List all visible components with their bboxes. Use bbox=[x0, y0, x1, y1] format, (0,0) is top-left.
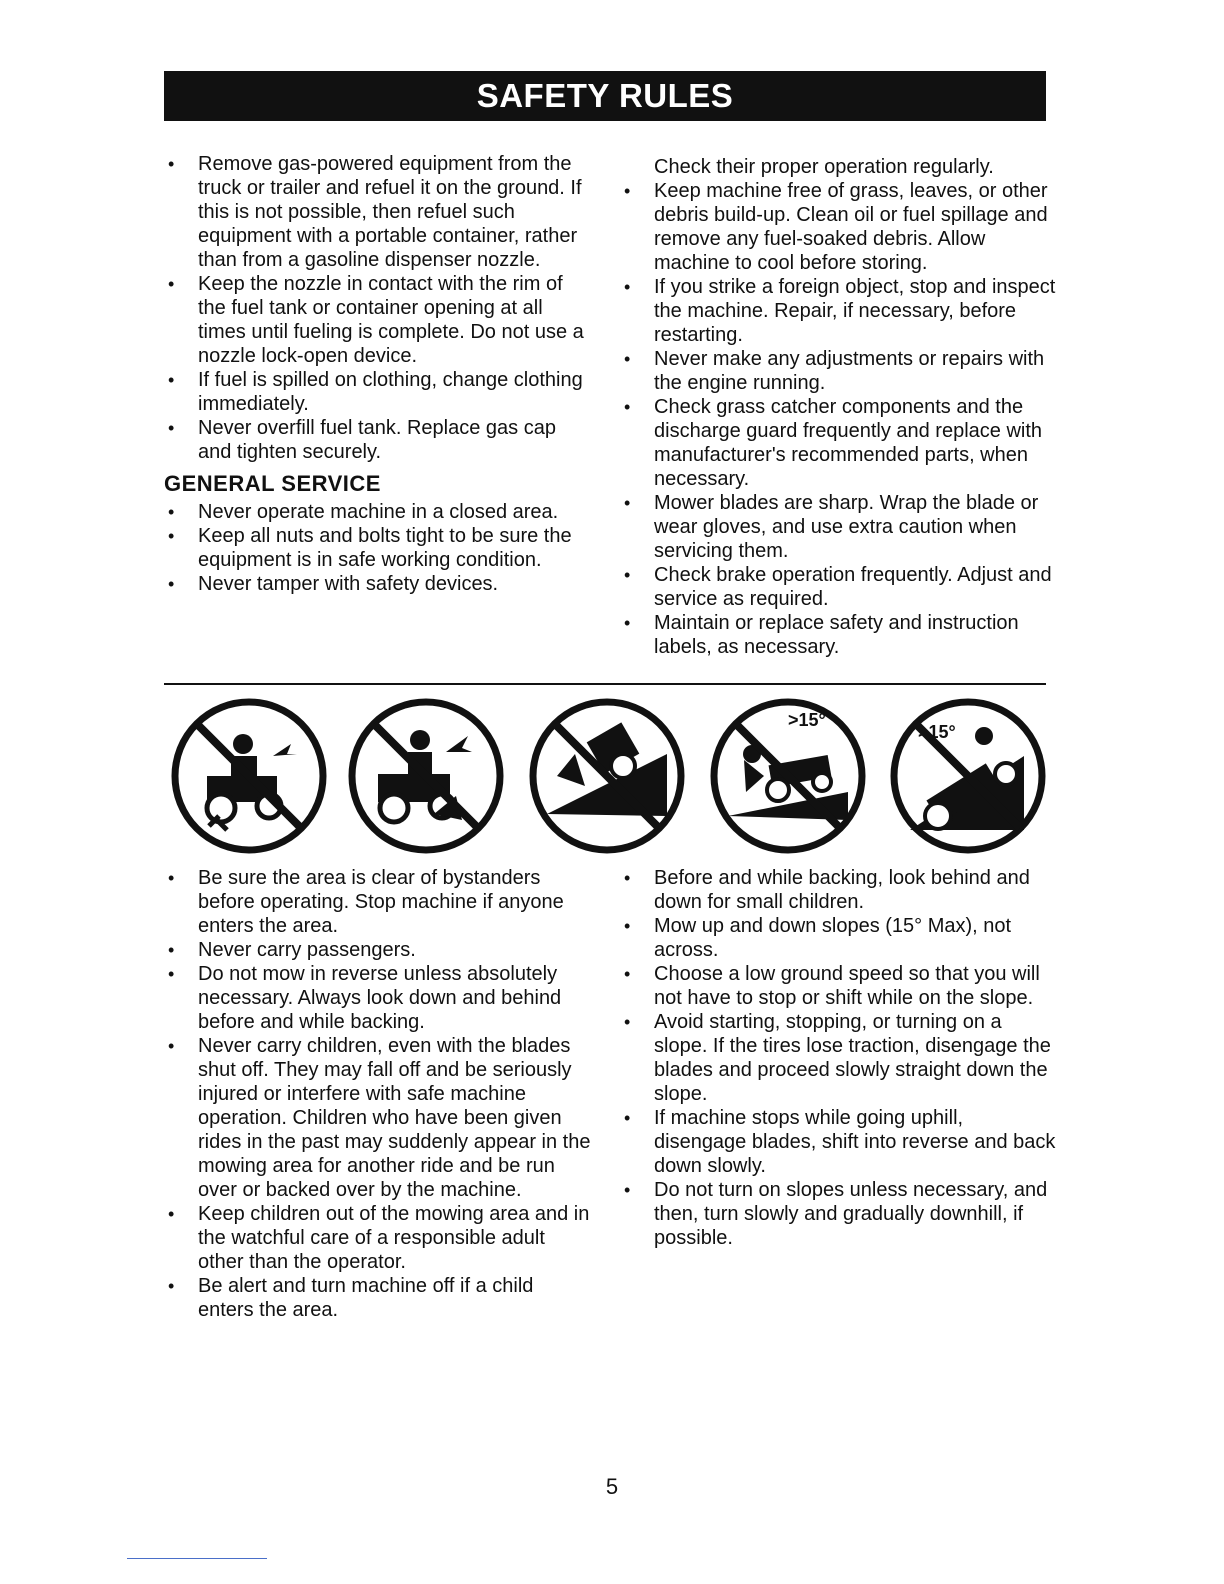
list-item: • Do not mow in reverse unless absolutely necessary. Always look down and behind before and while backing. bbox=[164, 962, 594, 1034]
list-item: • Remove gas-powered equipment from the truck or trailer and refuel it on the ground. If this is not possible, then refuel such equipment with a portable container, rather than from a gasoline dispenser nozzle. bbox=[164, 152, 594, 272]
list-item: • Be alert and turn machine off if a child enters the area. bbox=[164, 1274, 594, 1322]
page-number: 5 bbox=[605, 1474, 619, 1499]
list-item: • Be sure the area is clear of bystanders before operating. Stop machine if anyone enters the area. bbox=[164, 866, 594, 938]
list-item: • Mower blades are sharp. Wrap the blade or wear gloves, and use extra caution when servicing them. bbox=[620, 491, 1060, 563]
slope-safety-list bbox=[620, 866, 1060, 1250]
children-safety-list bbox=[164, 866, 594, 1322]
slope-angle-label: >15° bbox=[788, 710, 826, 730]
slope-angle-label: >15° bbox=[918, 722, 956, 742]
list-item: • Check brake operation frequently. Adjust and service as required. bbox=[620, 563, 1060, 611]
list-item: • Never overfill fuel tank. Replace gas cap and tighten securely. bbox=[164, 416, 594, 464]
no-steep-slope-tipping-icon bbox=[527, 696, 687, 856]
list-item: • Do not turn on slopes unless necessary, and then, turn slowly and gradually downhill, if possible. bbox=[620, 1178, 1060, 1250]
list-item: • Keep children out of the mowing area and in the watchful care of a responsible adult other than the operator. bbox=[164, 1202, 594, 1274]
continuation-text: Check their proper operation regularly. bbox=[654, 156, 994, 178]
list-item: • Keep all nuts and bolts tight to be sure the equipment is in safe working condition. bbox=[164, 524, 594, 572]
list-item: • Never operate machine in a closed area. bbox=[164, 500, 594, 524]
list-item: • Keep machine free of grass, leaves, or other debris build-up. Clean oil or fuel spillage and remove any fuel-soaked debris. Allow machine to cool before storing. bbox=[620, 179, 1060, 275]
general-service-list bbox=[164, 500, 594, 596]
bottom-left-column bbox=[164, 866, 594, 1322]
top-right-column bbox=[620, 155, 1060, 659]
page-title: SAFETY RULES bbox=[164, 71, 1046, 121]
list-item: • Never carry passengers. bbox=[164, 938, 594, 962]
section-divider bbox=[164, 683, 1046, 685]
safety-pictograms bbox=[164, 696, 1046, 856]
no-slope-over-15-icon bbox=[708, 696, 868, 856]
list-item: • Choose a low ground speed so that you will not have to stop or shift while on the slope. bbox=[620, 962, 1060, 1010]
list-item: • If you strike a foreign object, stop and inspect the machine. Repair, if necessary, before restarting. bbox=[620, 275, 1060, 347]
list-item: • Never make any adjustments or repairs with the engine running. bbox=[620, 347, 1060, 395]
list-item: • Check grass catcher components and the discharge guard frequently and replace with manufacturer's recommended parts, when necessary. bbox=[620, 395, 1060, 491]
general-service-heading: GENERAL SERVICE bbox=[164, 471, 381, 496]
slope-15-max-icon bbox=[888, 696, 1048, 856]
list-item: • Never carry children, even with the blades shut off. They may fall off and be seriously injured or interfere with safe machine operation. Children who have been given rides in the past may suddenly appear in the mowing area for another ride and be run over or backed over by the machine. bbox=[164, 1034, 594, 1202]
bottom-right-column bbox=[620, 866, 1060, 1250]
fueling-list bbox=[164, 152, 594, 464]
list-item: • Keep the nozzle in contact with the rim of the fuel tank or container opening at all times until fueling is complete. Do not use a nozzle lock-open device. bbox=[164, 272, 594, 368]
no-bystanders-icon bbox=[169, 696, 329, 856]
list-item: • Maintain or replace safety and instruction labels, as necessary. bbox=[620, 611, 1060, 659]
service-list-continued bbox=[620, 179, 1060, 659]
list-item: • Never tamper with safety devices. bbox=[164, 572, 594, 596]
top-left-column bbox=[164, 152, 594, 596]
no-passengers-icon bbox=[346, 696, 506, 856]
list-item: • If fuel is spilled on clothing, change clothing immediately. bbox=[164, 368, 594, 416]
list-item: • If machine stops while going uphill, disengage blades, shift into reverse and back down slowly. bbox=[620, 1106, 1060, 1178]
list-item: • Mow up and down slopes (15° Max), not across. bbox=[620, 914, 1060, 962]
list-item: • Avoid starting, stopping, or turning on a slope. If the tires lose traction, disengage the blades and proceed slowly straight down the slope. bbox=[620, 1010, 1060, 1106]
list-item: • Before and while backing, look behind and down for small children. bbox=[620, 866, 1060, 914]
footer-line bbox=[127, 1558, 267, 1559]
